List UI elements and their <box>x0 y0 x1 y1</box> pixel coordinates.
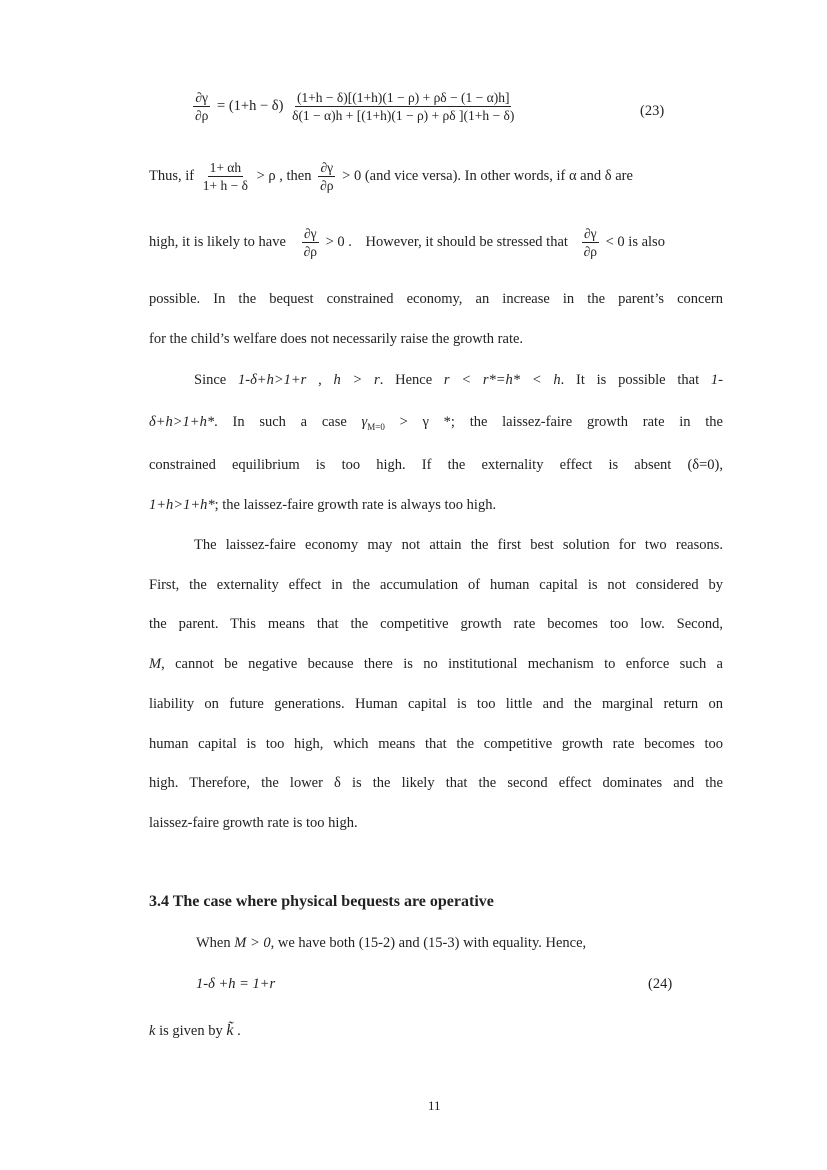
fraction-denominator: ∂ρ <box>303 244 317 259</box>
partial-gamma-rho <box>193 90 210 123</box>
text-line: high. Therefore, the lower δ is the likely that the second effect dominates and the <box>149 775 723 791</box>
text-line: constrained equilibrium is too high. If the externality effect is absent (δ=0), <box>149 457 723 473</box>
text-line: liability on future generations. Human capital is too little and the marginal return on <box>149 696 723 712</box>
math-text: 1-δ+h>1+r <box>237 372 307 388</box>
paragraph-thus <box>149 160 633 193</box>
text: > ρ , then <box>256 167 312 184</box>
text: > 0 <box>342 167 362 184</box>
text: < 0 <box>605 233 625 250</box>
text-line <box>149 655 723 673</box>
section-heading: 3.4 The case where physical bequests are operative <box>149 893 494 910</box>
fraction-denominator: 1+ h − δ <box>202 178 248 193</box>
math-text: 1- <box>710 372 723 388</box>
text: is also <box>628 233 665 250</box>
text-line: for the child’s welfare does not necessarily raise the growth rate. <box>149 331 524 347</box>
math-text: γ <box>361 414 368 430</box>
fraction-numerator: ∂γ <box>320 160 334 175</box>
partial-gamma-rho <box>318 160 335 193</box>
paragraph-high <box>149 226 665 259</box>
text: ; the laissez-faire growth rate is always too high. <box>214 497 497 513</box>
math-text: M > 0 <box>234 935 271 951</box>
math-text: 1-δ +h = 1+r <box>196 976 276 992</box>
equation-24 <box>196 976 275 993</box>
text: . <box>233 1023 241 1039</box>
math-text: δ+h>1+h* <box>149 414 215 430</box>
text-line <box>194 371 723 389</box>
text-line: First, the externality effect in the accumulation of human capital is not considered by <box>149 577 723 593</box>
partial-gamma-rho <box>582 226 599 259</box>
text-line: possible. In the bequest constrained economy, an increase in the parent’s concern <box>149 291 723 307</box>
text: > 0 . <box>325 233 352 250</box>
fraction-numerator: ∂γ <box>303 226 317 241</box>
text: , cannot be negative because there is no institutional mechanism to enforce such a <box>161 656 723 672</box>
text: (and vice versa). In other words, if α and δ are <box>364 167 633 184</box>
page-number: 11 <box>428 1098 441 1113</box>
math-text: r < r*=h* < h <box>443 372 561 388</box>
text: . In such a case <box>214 414 362 430</box>
equation-number-23: (23) <box>640 103 665 119</box>
fraction-numerator: ∂γ <box>583 226 597 241</box>
fraction-denominator: ∂ρ <box>583 244 597 259</box>
fraction-numerator: ∂γ <box>195 90 209 105</box>
fraction-denominator: ∂ρ <box>320 178 334 193</box>
text-line: The laissez-faire economy may not attain the first best solution for two reasons. <box>194 537 723 553</box>
text-line: the parent. This means that the competitive growth rate becomes too low. Second, <box>149 616 723 632</box>
text-line <box>196 935 586 952</box>
fraction-numerator: 1+ αh <box>209 160 242 175</box>
partial-gamma-rho <box>302 226 319 259</box>
math-text: k <box>149 1023 156 1039</box>
text: is given by <box>155 1023 227 1039</box>
equation-23-fraction <box>290 90 516 123</box>
equation-factor: = (1+h − δ) <box>217 97 284 114</box>
text: > γ *; the laissez-faire growth rate in the <box>384 414 723 430</box>
text: However, it should be stressed that <box>365 233 568 250</box>
text: , <box>306 372 334 388</box>
fraction-denominator: δ(1 − α)h + [(1+h)(1 − ρ) + ρδ ](1+h − δ) <box>292 108 515 123</box>
text-line: laissez-faire growth rate is too high. <box>149 815 358 831</box>
text: . Hence <box>379 372 444 388</box>
text-line <box>149 496 723 514</box>
text-line <box>149 413 723 436</box>
fraction-denominator: ∂ρ <box>195 108 209 123</box>
text: Thus, if <box>149 167 195 184</box>
math-text: k̃ <box>226 1022 234 1039</box>
text-line: human capital is too high, which means that the competitive growth rate becomes too <box>149 736 723 752</box>
text: high, it is likely to have <box>149 233 286 250</box>
condition-fraction <box>201 160 250 193</box>
fraction-numerator: (1+h − δ)[(1+h)(1 − ρ) + ρδ − (1 − α)h] <box>296 90 510 105</box>
text: . It is possible that <box>560 372 711 388</box>
text: When <box>196 935 235 951</box>
text: Since <box>194 372 238 388</box>
equation-23 <box>190 90 519 123</box>
equation-number-24: (24) <box>648 976 673 992</box>
text-line <box>149 1022 241 1040</box>
math-text: h > r <box>333 372 380 388</box>
text: , we have both (15-2) and (15-3) with equality. Hence, <box>270 935 587 951</box>
math-text: 1+h>1+h* <box>149 497 215 513</box>
subscript: M=0 <box>367 421 385 432</box>
math-text: M <box>149 656 162 672</box>
